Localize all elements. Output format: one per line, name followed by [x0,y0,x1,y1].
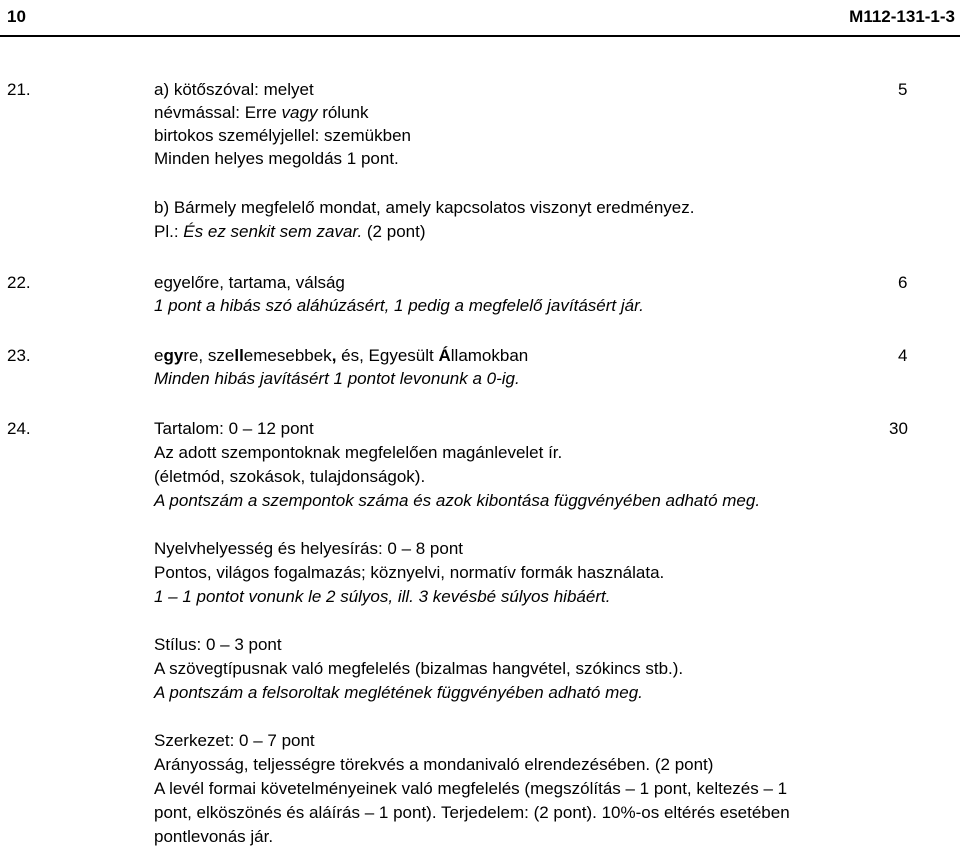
q21-line: birtokos személyjellel: szemükben [154,126,411,145]
q24-line: Nyelvhelyesség és helyesírás: 0 – 8 pont [154,539,464,558]
q24-line: pontlevonás jár. [154,827,274,846]
question-21-points: 5 [898,80,908,99]
question-21-number: 21. [7,80,31,99]
q24-line: Az adott szempontoknak megfelelően magánlevelet ír. [154,443,563,462]
document-code: M112-131-1-3 [849,7,955,26]
q24-line: A levél formai követelményeinek való megfelelés (megszólítás – 1 pont, keltezés – 1 [154,779,788,798]
q23-line: egyre, szellemesebbek, és, Egyesült Államokban [154,346,529,365]
question-22-points: 6 [898,273,908,292]
q24-line: Arányosság, teljességre törekvés a mondanivaló elrendezésében. (2 pont) [154,755,714,774]
q22-note: 1 pont a hibás szó aláhúzásért, 1 pedig a megfelelő javításért jár. [154,296,644,315]
question-22-number: 22. [7,273,31,292]
q24-line: Pontos, világos fogalmazás; köznyelvi, normatív formák használata. [154,563,665,582]
q24-line: A szövegtípusnak való megfelelés (bizalmas hangvétel, szókincs stb.). [154,659,684,678]
question-23-number: 23. [7,346,31,365]
q21-emphasis: vagy [281,103,318,122]
question-23-points: 4 [898,346,908,365]
q21-line: b) Bármely megfelelő mondat, amely kapcsolatos viszonyt eredményez. [154,198,695,217]
q21-line: Pl.: És ez senkit sem zavar. (2 pont) [154,222,426,241]
q24-line: Tartalom: 0 – 12 pont [154,419,314,438]
q21-line: a) kötőszóval: melyet [154,80,314,99]
q24-line: pont, elköszönés és aláírás – 1 pont). Terjedelem: (2 pont). 10%-os eltérés esetében [154,803,790,822]
q24-line: 1 – 1 pontot vonunk le 2 súlyos, ill. 3 kevésbé súlyos hibáért. [154,587,611,606]
q24-line: Szerkezet: 0 – 7 pont [154,731,315,750]
underlined-comma: , [331,346,337,365]
q24-line: (életmód, szokások, tulajdonságok). [154,467,426,486]
q22-line: egyelőre, tartama, válság [154,273,345,292]
page-number: 10 [7,7,26,26]
page-header [0,0,960,37]
q24-line: Stílus: 0 – 3 pont [154,635,282,654]
q24-line: A pontszám a szempontok száma és azok kibontása függvényében adható meg. [154,491,761,510]
q24-line: A pontszám a felsoroltak meglétének függvényében adható meg. [154,683,643,702]
q21-example: És ez senkit sem zavar. [183,222,363,241]
question-24-points: 30 [889,419,908,438]
q23-note: Minden hibás javításért 1 pontot levonunk a 0-ig. [154,369,520,388]
question-24-number: 24. [7,419,31,438]
q21-line: Minden helyes megoldás 1 pont. [154,149,399,168]
q21-line: névmással: Erre vagy rólunk [154,103,369,122]
